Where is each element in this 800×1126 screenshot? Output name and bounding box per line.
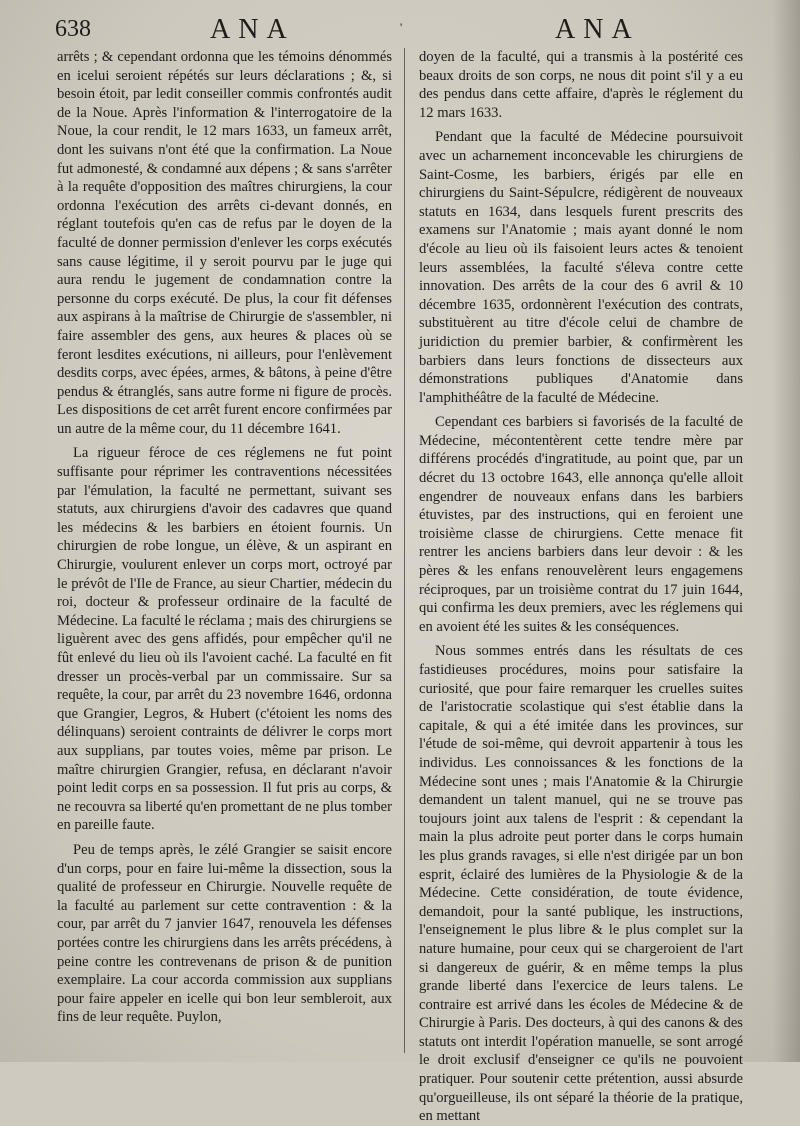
paragraph: Nous sommes entrés dans les résultats de ces fastidieuses procédures, moins pour satisfaire la curiosité, que pour faire remarquer les cruelles suites de l'aristocratie scolastique qui s'est établie dans la capitale, & qui a été imitée dans les provinces, sur l'étude de soi-même, qui devroit appartenir à tous les individus. Les connoissances & les fonctions de la Médecine sont unes ; mais l'Anatomie & la Chirurgie demandent un talent manuel, qui ne se trouve pas toujours joint aux talens de l'esprit : & cependant la main la plus adroite peut porter dans le corps humain les plus grands ravages, si elle n'est dirigée par un bon esprit, éclairé des lumières de la Physiologie & de la Médecine. Cette considération, de toute évidence, demandoit, pour la santé publique, les instructions, l'enseignement le plus libre & le plus complet sur la nature humaine, pour ceux qui se chargeroient de l'art si dangereux de guérir, & en même temps la plus grande liberté dans l'exercice de leurs talens. Le contraire est arrivé dans les écoles de Médecine & de Chirurgie à Paris. Des docteurs, à qui des canons & des statuts ont interdit l'opération manuelle, se sont arrogé le droit exclusif d'enseigner ce qu'ils ne pouvoient pratiquer. Pour soutenir cette prétention, aussi absurde qu'orgueilleuse, ils ont séparé la théorie de la pratique, en mettant	[419, 643, 743, 1125]
paragraph: Cependant ces barbiers si favorisés de la faculté de Médecine, mécontentèrent cette tendre mère par différens procédés d'ingratitude, au point que, par un décret du 13 octobre 1643, elle annonça qu'elle alloit engendrer de nouveaux enfans dans les barbiers étuvistes, par des instructions, qui en feroient une troisième classe de chirurgiens. Cette menace fit rentrer les anciens barbiers dans leur devoir : & les pères & les enfans renouvelèrent leurs engagemens réciproques, par un troisième contrat du 17 juin 1644, qui confirma les deux premiers, avec les réglemens qui en avoient été les suites & les conséquences.	[419, 414, 743, 635]
page-edge-shadow	[772, 0, 800, 1062]
paragraph: arrêts ; & cependant ordonna que les témoins dénommés en icelui seroient répétés sur leurs déclarations ; &, si besoin étoit, par ledit conseiller commis confrontés audit de la Noue. Après l'information & l'interrogatoire de la Noue, la cour rendit, le 12 mars 1633, un fameux arrêt, dont les suivans n'ont été que la confirmation. La Noue fut admonesté, & condamné aux dépens ; & sans s'arrêter à la requête d'opposition des maîtres chirurgiens, la cour ordonna l'exécution des arrêts ci-devant donnés, en réglant toutefois qu'en cas de refus par le doyen de la faculté de donner permission d'enlever les corps exécutés sans cause légitime, il y seroit pourvu par le juge qui aura rendu le jugement de condamnation contre la personne du corps exécuté. De plus, la cour fit défenses aux aspirans à la maîtrise de Chirurgie de s'assembler, ni faire assembler des gens, aux heures & places où se feront lesdites exécutions, ni ailleurs, pour l'enlèvement desdits corps, avec épées, armes, & bâtons, à peine d'être pendus & étranglés, sans autre forme ni figure de procès. Les dispositions de cet arrêt furent encore confirmées par un autre de la même cour, du 11 décembre 1641.	[57, 49, 392, 437]
paragraph: Peu de temps après, le zélé Grangier se saisit encore d'un corps, pour en faire lui-même la dissection, sous la qualité de professeur en Chirurgie. Nouvelle requête de la faculté au parlement sur cette contravention : & la cour, par arrêt du 7 janvier 1647, renouvela les défenses portées contre les chirurgiens dans les arrêts précédens, à peine contre les contrevenans de prison & de punition exemplaire. La cour accorda commission aux supplians pour faire appeler en icelle qui bon leur sembleroit, aux fins de leur requête. Puylon,	[57, 841, 392, 1026]
paragraph: La rigueur féroce de ces réglemens ne fut point suffisante pour réprimer les contraventions nécessitées par l'émulation, la faculté ne permettant, suivant ses statuts, aux chirurgiens d'avoir des cadavres que quand les médecins & les barbiers en étoient fournis. Un chirurgien de robe longue, un élève, & un aspirant en Chirurgie, voulurent enlever un corps mort, octroyé par le prévôt de l'Ile de France, au sieur Chartier, médecin du roi, docteur & professeur ordinaire de la faculté de Médecine. La faculté le réclama ; mais des chirurgiens se liguèrent avec des gens affidés, pour empêcher qu'il ne fût enlevé du lieu où ils l'avoient caché. La faculté en fit dresser un procès-verbal par un commissaire. Sur sa requête, la cour, par arrêt du 23 novembre 1646, ordonna que Grangier, Legros, & Hubert (c'étoient les noms des délinquans) seroient contraints de délivrer le corps mort aux supplians, par toutes voies, même par prison. Le maître chirurgien Grangier, refusa, en déclarant n'avoir point ledit corps en sa possession. Il fut pris au corps, & ne recouvra sa liberté qu'en promettant de ne plus tomber en pareille faute.	[57, 445, 392, 834]
page-number: 638	[55, 16, 91, 42]
running-header	[0, 12, 800, 46]
column-divider	[404, 48, 405, 1053]
right-column	[419, 48, 743, 1126]
paragraph: doyen de la faculté, qui a transmis à la postérité ces beaux droits de son corps, ne nous dit point s'il y a eu des pendus dans cette affaire, d'après le réglement du 12 mars 1633.	[419, 49, 743, 121]
headword-right: ANA	[555, 14, 640, 45]
ornament-mark: '	[400, 20, 403, 34]
paragraph: Pendant que la faculté de Médecine poursuivoit avec un acharnement inconcevable les chirurgiens de Saint-Cosme, les barbiers, érigés par elle en chirurgiens du Saint-Sépulcre, rédigèrent de nouveaux statuts en 1634, dans lesquels furent prescrits des examens sur l'Anatomie ; mais ayant donné le nom d'école au lieu où ils faisoient leurs actes & tenoient leurs assemblées, la faculté s'éleva contre cette innovation. Des arrêts de la cour des 6 avril & 10 décembre 1635, ordonnèrent l'exécution des contrats, substituèrent au titre d'école celui de chambre de juridiction du premier barbier, & confirmèrent les barbiers dans leurs fonctions de dissecteurs aux démonstrations publiques d'Anatomie dans l'amphithéâtre de la faculté de Médecine.	[419, 129, 743, 406]
left-column	[57, 48, 392, 1027]
headword-left: ANA	[210, 14, 295, 45]
